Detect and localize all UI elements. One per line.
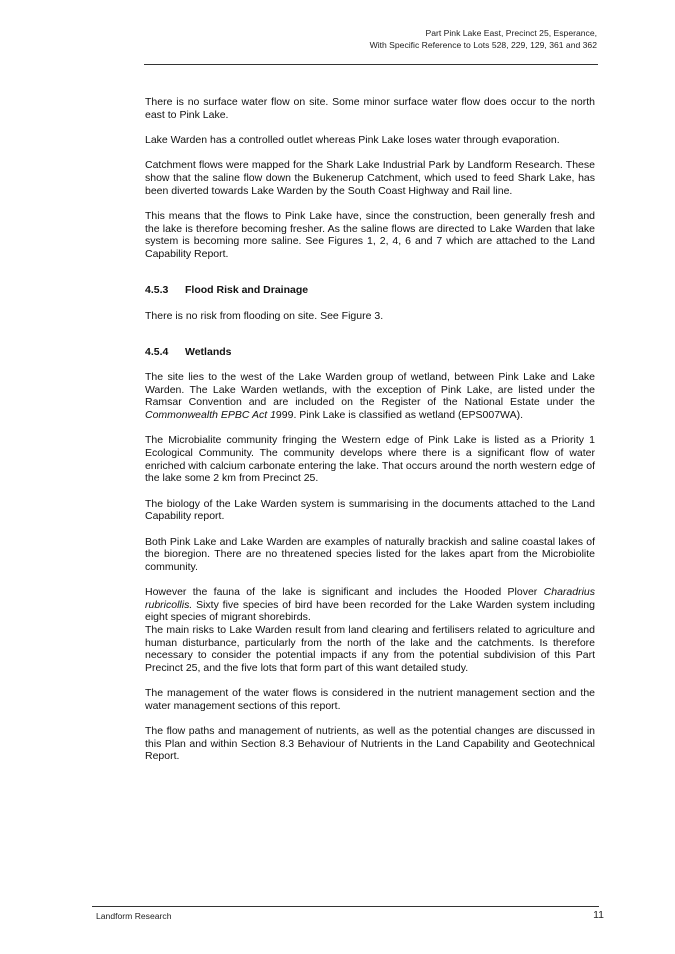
- footer-divider: [92, 906, 599, 907]
- paragraph: The main risks to Lake Warden result from land clearing and fertilisers related to agriculture and human disturbance, particularly from the north of the lake and the catchments. Is therefore necessary to consider the potential impacts if any from the potential subdivision of this Part Precinct 25, and the five lots that form part of this want detailed study.: [145, 623, 595, 674]
- paragraph: The biology of the Lake Warden system is summarising in the documents attached to the Land Capability report.: [145, 497, 595, 523]
- section-heading-flood-risk: [145, 284, 595, 297]
- paragraph: The flow paths and management of nutrients, as well as the potential changes are discussed in this Plan and within Section 8.3 Behaviour of Nutrients in the Land Capability and Geotechnical Report.: [145, 725, 595, 763]
- header-line-1: Part Pink Lake East, Precinct 25, Esperance,: [425, 28, 597, 38]
- paragraph: There is no surface water flow on site. Some minor surface water flow does occur to the north east to Pink Lake.: [145, 96, 595, 121]
- paragraph: The management of the water flows is considered in the nutrient management section and the water management sections of this report.: [145, 687, 595, 712]
- act-name: Commonwealth EPBC Act 1: [145, 409, 276, 422]
- header-divider: [144, 64, 598, 65]
- species-name: Charadrius rubricollis.: [145, 586, 595, 611]
- paragraph: Catchment flows were mapped for the Shark Lake Industrial Park by Landform Research. These show that the saline flow down the Bukenerup Catchment, which used to feed Shark Lake, has been diverted towards Lake Warden by the South Coast Highway and Rail line.: [145, 159, 595, 197]
- paragraph: [145, 371, 595, 421]
- paragraph: Lake Warden has a controlled outlet whereas Pink Lake loses water through evaporation.: [145, 133, 560, 146]
- section-number: 4.5.3: [145, 284, 169, 297]
- page-number: 11: [593, 909, 604, 921]
- section-heading-wetlands: [145, 346, 595, 359]
- paragraph: This means that the flows to Pink Lake have, since the construction, been generally fresh and the lake is therefore becoming fresher. As the saline flows are directed to Lake Warden that lake system is becoming more saline. See Figures 1, 2, 4, 6 and 7 which are attached to the Land Capability Report.: [145, 209, 595, 260]
- section-title: Wetlands: [185, 346, 232, 359]
- section-number: 4.5.4: [145, 346, 169, 359]
- header-line-2: With Specific Reference to Lots 528, 229, 129, 361 and 362: [369, 40, 597, 50]
- paragraph: [145, 586, 595, 624]
- text-run: However the fauna of the lake is significant and includes the Hooded Plover: [145, 586, 544, 599]
- text-run: The site lies to the west of the Lake Warden group of wetland, between Pink Lake and Lake Warden. The Lake Warden wetlands, with the exception of Pink Lake, are listed under the Ramsar Convention and are included on the Register of the National Estate under the: [145, 371, 595, 409]
- footer-organization: Landform Research: [96, 911, 172, 921]
- text-run: 999. Pink Lake is classified as wetland (EPS007WA).: [275, 409, 523, 422]
- page-header: [137, 27, 597, 51]
- paragraph: There is no risk from flooding on site. See Figure 3.: [145, 309, 384, 322]
- section-title: Flood Risk and Drainage: [185, 284, 309, 297]
- text-run: Sixty five species of bird have been recorded for the Lake Warden system including eight species of migrant shorebirds.: [145, 598, 595, 624]
- document-body: [145, 96, 595, 776]
- paragraph: The Microbialite community fringing the Western edge of Pink Lake is listed as a Priority 1 Ecological Community. The community develops where there is a significant flow of water enriched with calcium carbonate entering the lake. That occurs around the north western edge of the lake some 2 km from Precinct 25.: [145, 434, 595, 485]
- paragraph: Both Pink Lake and Lake Warden are examples of naturally brackish and saline coastal lakes of the bioregion. There are no threatened species listed for the lakes apart from the Microbiolite community.: [145, 535, 595, 573]
